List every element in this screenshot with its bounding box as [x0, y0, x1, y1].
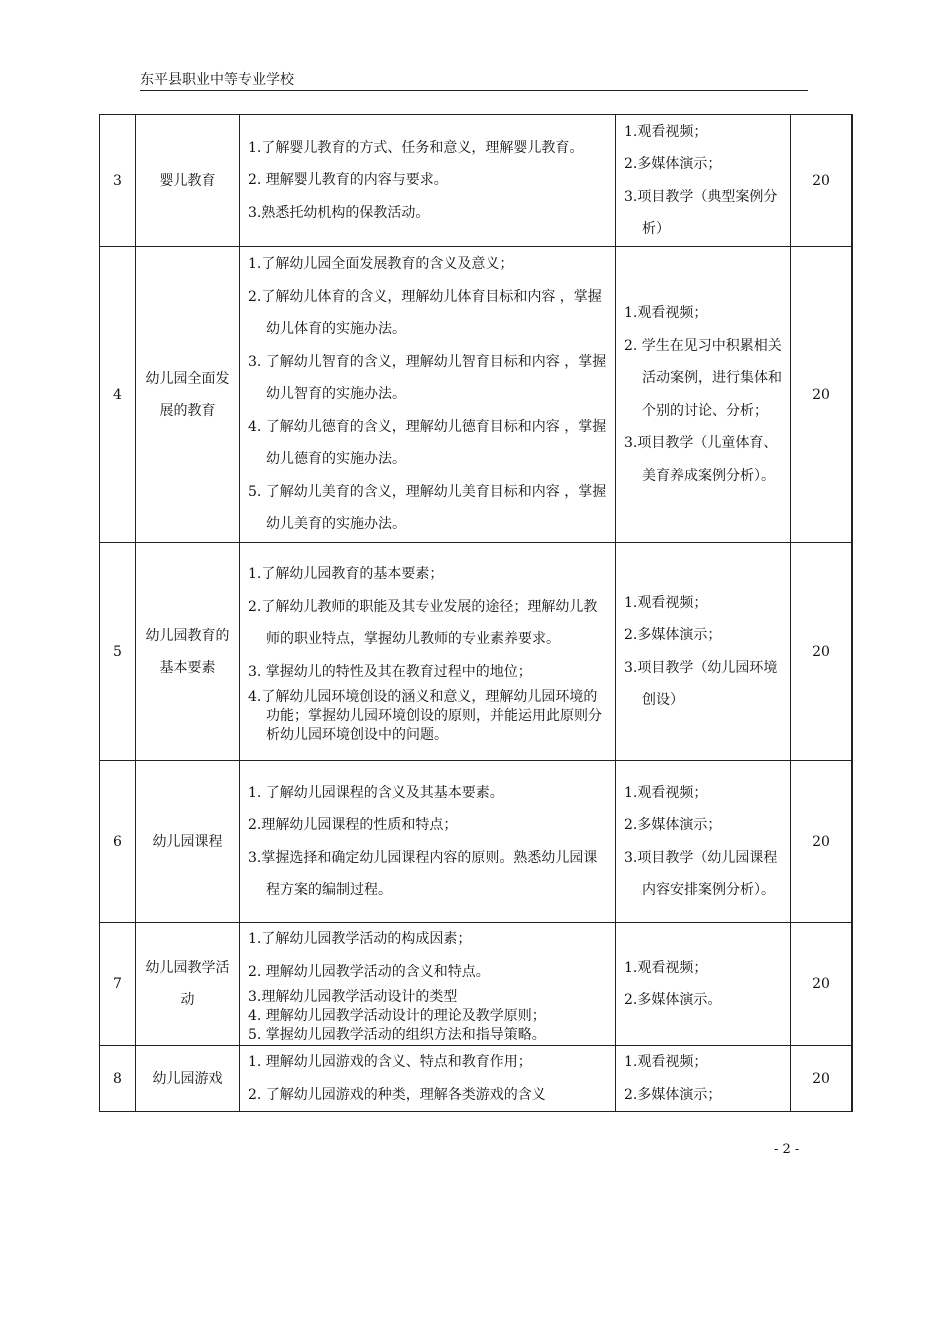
row-number: 3 [100, 115, 136, 247]
hours-cell: 20 [791, 543, 852, 761]
unit-name-cell [136, 115, 240, 247]
objective-item: 2. 了解幼儿园游戏的种类，理解各类游戏的含义 [248, 1086, 546, 1103]
method-item: 2.多媒体演示； [624, 817, 722, 833]
hours-cell: 20 [791, 923, 852, 1046]
objective-item: 2.了解幼儿教师的职能及其专业发展的途径；理解幼儿教师的职业特点，掌握幼儿教师的专业素养要求。 [248, 598, 598, 647]
method-item: 2.多媒体演示； [624, 156, 722, 172]
objective-item: 1.了解幼儿园全面发展教育的含义及意义； [248, 256, 514, 273]
methods-cell [616, 923, 791, 1046]
hours-cell: 20 [791, 761, 852, 923]
table-row [100, 923, 852, 1046]
objective-item: 3.理解幼儿园教学活动设计的类型 [248, 989, 458, 1005]
objective-item: 1.了解幼儿园教学活动的构成因素； [248, 931, 472, 947]
table-row [100, 1046, 852, 1112]
row-number: 5 [100, 543, 136, 761]
method-item: 2.多媒体演示。 [624, 992, 722, 1008]
objective-item: 2.理解幼儿园课程的性质和特点； [248, 817, 458, 833]
unit-name-cell [136, 923, 240, 1046]
objective-item: 2. 理解婴儿教育的内容与要求。 [248, 172, 448, 189]
curriculum-table [99, 114, 852, 1112]
objective-item: 5. 掌握幼儿园教学活动的组织方法和指导策略。 [248, 1027, 546, 1043]
unit-name: 婴儿教育 [159, 172, 216, 189]
table-row [100, 115, 852, 247]
page-header [140, 70, 808, 91]
objectives-cell [240, 115, 616, 247]
unit-name-cell [136, 1046, 240, 1112]
objective-item: 3. 了解幼儿智育的含义，理解幼儿智育目标和内容 ，掌握幼儿智育的实施办法。 [248, 353, 607, 403]
method-item: 1.观看视频； [624, 784, 708, 801]
table-row [100, 543, 852, 761]
method-item: 1.观看视频； [624, 959, 708, 976]
methods-cell [616, 1046, 791, 1112]
objective-item: 3.掌握选择和确定幼儿园课程内容的原则。熟悉幼儿园课程方案的编制过程。 [248, 849, 598, 898]
unit-name: 幼儿园课程 [152, 833, 223, 850]
method-item: 1.观看视频； [624, 594, 708, 611]
curriculum-table-wrapper [99, 114, 851, 1112]
objectives-cell [240, 1046, 616, 1112]
hours-cell: 20 [791, 247, 852, 543]
row-number: 4 [100, 247, 136, 543]
methods-cell [616, 247, 791, 543]
page-number: - 2 - [774, 1142, 800, 1157]
table-body [100, 115, 852, 1112]
unit-name-cell [136, 761, 240, 923]
objective-item: 2. 理解幼儿园教学活动的含义和特点。 [248, 963, 490, 980]
method-item: 3.项目教学（儿童体育、美育养成案例分析）。 [624, 435, 778, 484]
unit-name-cell [136, 247, 240, 543]
unit-name: 幼儿园游戏 [152, 1070, 223, 1087]
unit-name: 幼儿园教学活动 [145, 960, 230, 1008]
school-name: 东平县职业中等专业学校 [140, 72, 294, 88]
method-item: 1.观看视频； [624, 123, 708, 140]
method-item: 3.项目教学（幼儿园环境创设） [624, 659, 778, 708]
hours-cell: 20 [791, 115, 852, 247]
objectives-cell [240, 543, 616, 761]
table-row [100, 247, 852, 543]
objectives-cell [240, 247, 616, 543]
objective-item: 1.了解幼儿园教育的基本要素； [248, 566, 444, 582]
table-row [100, 761, 852, 923]
method-item: 2.多媒体演示； [624, 627, 722, 643]
method-item: 1.观看视频； [624, 1054, 708, 1070]
objective-item: 1. 了解幼儿园课程的含义及其基本要素。 [248, 784, 504, 801]
objective-item: 4. 了解幼儿德育的含义，理解幼儿德育目标和内容 ，掌握幼儿德育的实施办法。 [248, 418, 607, 468]
methods-cell [616, 543, 791, 761]
objectives-cell [240, 923, 616, 1046]
unit-name-cell [136, 543, 240, 761]
method-item: 1.观看视频； [624, 305, 708, 321]
objective-item: 4. 理解幼儿园教学活动设计的理论及教学原则； [248, 1008, 546, 1024]
objective-item: 3.熟悉托幼机构的保教活动。 [248, 204, 430, 221]
method-item: 2.多媒体演示； [624, 1086, 722, 1103]
objective-item: 1. 理解幼儿园游戏的含义、特点和教育作用； [248, 1054, 532, 1070]
unit-name: 幼儿园全面发展的教育 [145, 370, 230, 419]
hours-cell: 20 [791, 1046, 852, 1112]
objective-item: 5. 了解幼儿美育的含义，理解幼儿美育目标和内容 ，掌握幼儿美育的实施办法。 [248, 483, 607, 533]
objective-item: 1.了解婴儿教育的方式、任务和意义，理解婴儿教育。 [248, 139, 584, 156]
methods-cell [616, 115, 791, 247]
objective-item: 4.了解幼儿园环境创设的涵义和意义，理解幼儿园环境的功能；掌握幼儿园环境创设的原则，并能运用此原则分析幼儿园环境创设中的问题。 [248, 689, 602, 743]
objective-item: 2.了解幼儿体育的含义，理解幼儿体育目标和内容 ，掌握幼儿体育的实施办法。 [248, 288, 602, 338]
row-number: 6 [100, 761, 136, 923]
unit-name: 幼儿园教育的基本要素 [145, 627, 230, 676]
method-item: 3.项目教学（典型案例分析） [624, 188, 778, 237]
row-number: 7 [100, 923, 136, 1046]
methods-cell [616, 761, 791, 923]
row-number: 8 [100, 1046, 136, 1112]
objectives-cell [240, 761, 616, 923]
objective-item: 3. 掌握幼儿的特性及其在教育过程中的地位； [248, 663, 532, 680]
method-item: 3.项目教学（幼儿园课程内容安排案例分析）。 [624, 849, 778, 898]
method-item: 2. 学生在见习中积累相关活动案例，进行集体和个别的讨论、分析； [624, 337, 782, 419]
